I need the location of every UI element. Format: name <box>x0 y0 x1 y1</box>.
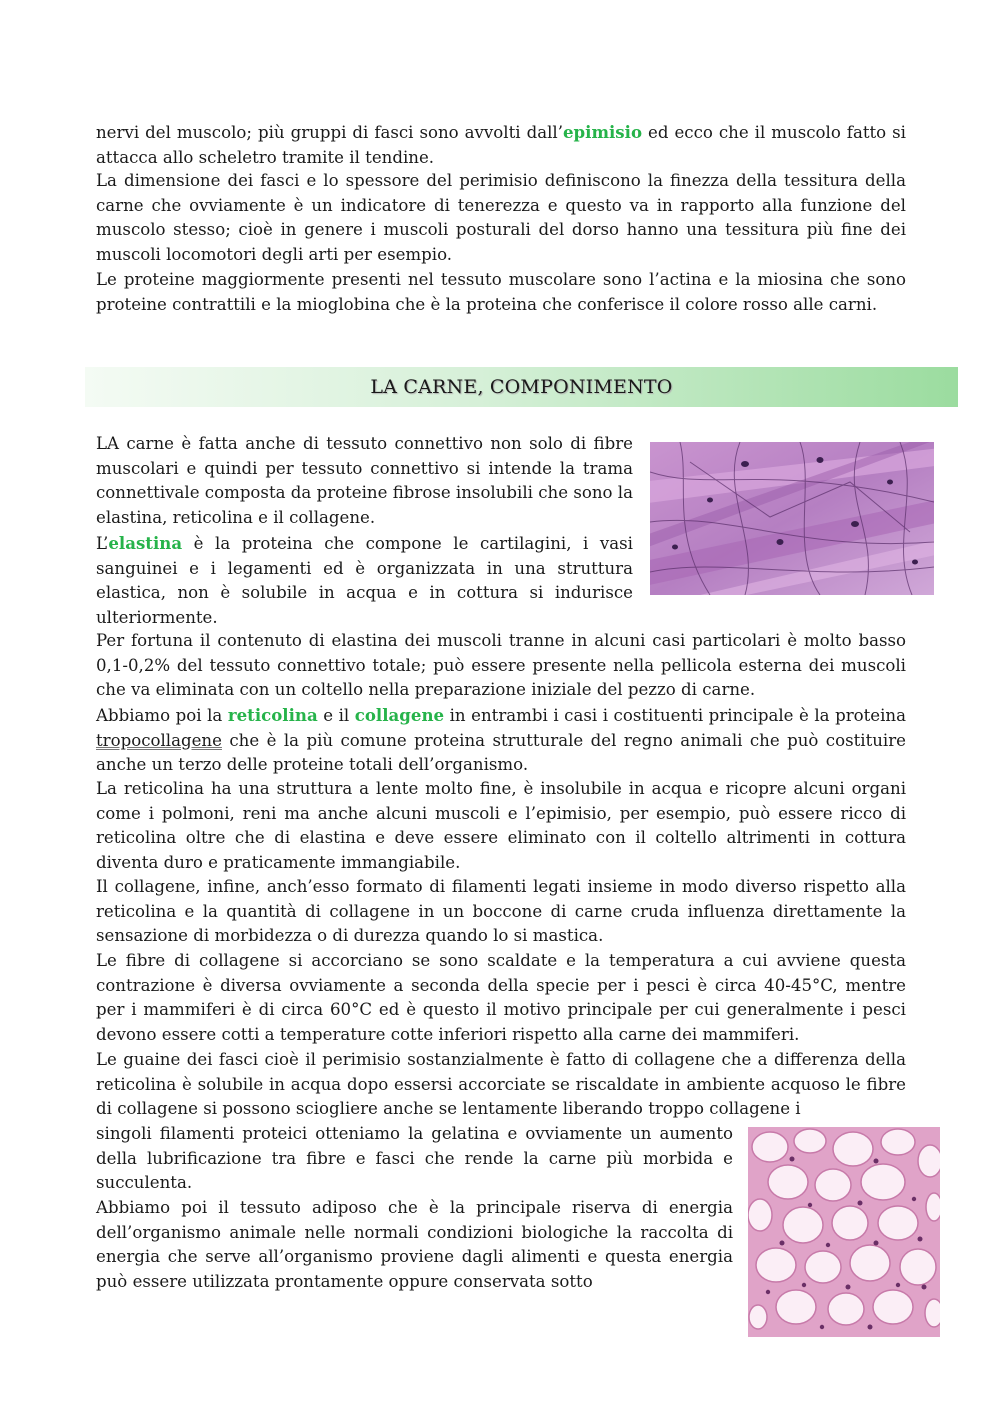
body-paragraph-5: La reticolina ha una struttura a lente molto fine, è insolubile in acqua e ricopre alcuni organi come i polmoni, reni ma anche alcuni muscoli e l’epimisio, per esempio, può essere ricco di reticolina oltre che di elastina e deve essere eliminato con il coltello altrimenti in cottura diventa duro e praticamente immangiabile. <box>96 779 906 872</box>
body-paragraph-6: Il collagene, infine, anch’esso formato di filamenti legati insieme in modo diverso rispetto alla reticolina e la quantità di collagene in un boccone di carne cruda influenza direttamente la sensazione di morbidezza o di durezza quando lo si mastica. <box>96 877 906 946</box>
adipose-tissue-micrograph <box>748 1127 940 1337</box>
keyword-elastina: elastina <box>108 533 183 553</box>
text: che è la più comune proteina strutturale del regno animali che può costituire anche un terzo delle proteine totali dell’organismo. <box>96 730 906 775</box>
body-paragraph-7: Le fibre di collagene si accorciano se sono scaldate e la temperatura a cui avviene questa contrazione è diversa ovviamente a seconda della specie per i pesci è circa 40-45°C, mentre per i mammiferi è di circa 60°C ed è questo il motivo principale per cui generalmente i pesci devono essere cotti a temperature cotte inferiori rispetto alla carne dei mammiferi. <box>96 951 906 1044</box>
intro-paragraph-1 <box>96 120 906 170</box>
body-paragraph-4 <box>96 703 906 778</box>
intro-paragraph-2: La dimensione dei fasci e lo spessore del perimisio definiscono la finezza della tessitura della carne che ovviamente è un indicatore di tenerezza e questo va in rapporto alla funzione del muscolo stesso; cioè in genere i muscoli posturali del dorso hanno una tessitura più fine dei muscoli locomotori degli arti per esempio. <box>96 171 906 264</box>
intro-paragraph-3: Le proteine maggiormente presenti nel tessuto muscolare sono l’actina e la miosina che sono proteine contrattili e la mioglobina che è la proteina che conferisce il colore rosso alle carni. <box>96 270 906 314</box>
text: L’ <box>96 534 109 553</box>
body-paragraph-8-continued: singoli filamenti proteici otteniamo la gelatina e ovviamente un aumento della lubrificazione tra fibre e fasci che rende la carne più morbida e succulenta. <box>96 1124 733 1193</box>
body-paragraph-9: Abbiamo poi il tessuto adiposo che è la principale riserva di energia dell’organismo animale nelle normali condizioni biologiche la raccolta di energia che serve all’organismo proviene dagli alimenti e questa energia può essere utilizzata prontamente oppure conservata sotto <box>96 1198 733 1291</box>
text: in entrambi i casi i costituenti principale è la proteina <box>444 706 906 725</box>
section-banner <box>85 367 958 407</box>
text: Abbiamo poi la <box>96 706 228 725</box>
body-paragraph-1: LA carne è fatta anche di tessuto connettivo non solo di fibre muscolari e quindi per tessuto connettivo si intende la trama connettivale composta da proteine fibrose insolubili che sono la elastina, reticolina e il collagene. <box>96 434 633 527</box>
connective-tissue-micrograph <box>650 442 934 595</box>
keyword-reticolina: reticolina <box>227 705 318 725</box>
underlined-term: tropocollagene <box>96 730 222 750</box>
text: nervi del muscolo; più gruppi di fasci sono avvolti dall’ <box>96 123 563 142</box>
text: e il <box>317 706 355 725</box>
body-paragraph-8: Le guaine dei fasci cioè il perimisio sostanzialmente è fatto di collagene che a differenza della reticolina è solubile in acqua dopo essersi accorciate se riscaldate in ambiente acquoso le fibre di collagene si possono sciogliere anche se lentamente liberando troppo collagene i <box>96 1050 906 1119</box>
keyword-epimisio: epimisio <box>562 122 643 142</box>
body-paragraph-3: Per fortuna il contenuto di elastina dei muscoli tranne in alcuni casi particolari è molto basso 0,1-0,2% del tessuto connettivo totale; può essere presente nella pellicola esterna dei muscoli che va eliminata con un coltello nella preparazione iniziale del pezzo di carne. <box>96 631 906 700</box>
body-paragraph-2 <box>96 531 633 630</box>
text: è la proteina che compone le cartilagini, i vasi sanguinei e i legamenti ed è organizzata in una struttura elastica, non è solubile in acqua e in cottura si indurisce ulteriormente. <box>96 534 633 627</box>
section-title: LA CARNE, COMPONIMENTO <box>370 376 673 398</box>
keyword-collagene: collagene <box>354 705 445 725</box>
text: ed ecco che il muscolo fatto si attacca allo scheletro tramite il tendine. <box>96 123 906 167</box>
